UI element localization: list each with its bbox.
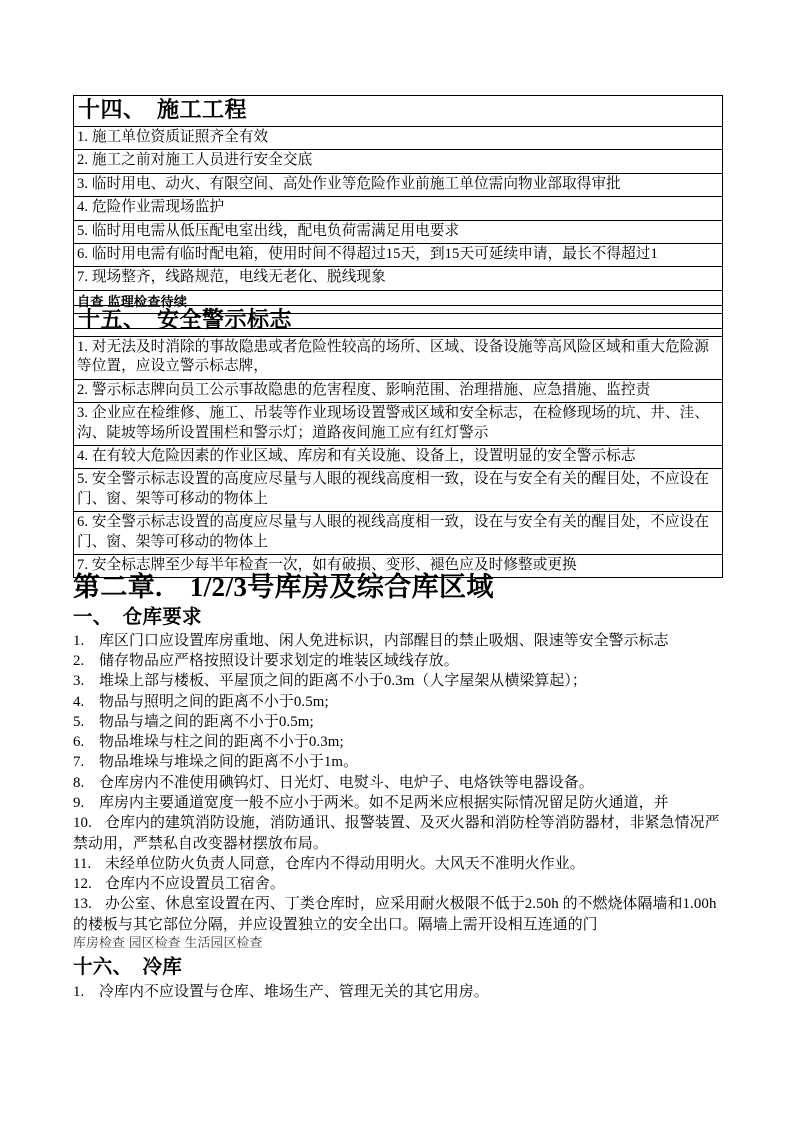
table-row — [74, 512, 723, 555]
table-row — [74, 197, 723, 220]
table-cell-construction-3: 3. 临时用电、动火、有限空间、高处作业等危险作业前施工单位需向物业部取得审批 — [74, 173, 723, 196]
table-construction-engineering — [73, 95, 723, 329]
table-cell-construction-2: 2. 施工之前对施工人员进行安全交底 — [74, 150, 723, 173]
list-item-number: 8. — [73, 774, 85, 791]
table-row — [74, 469, 723, 512]
list-item-number: 4. — [73, 693, 85, 710]
table-row — [74, 267, 723, 290]
list-item — [73, 874, 727, 894]
list-item-number: 7. — [73, 754, 85, 771]
table-safety-warning-signs — [73, 305, 723, 578]
table-row — [74, 336, 723, 379]
chapter-2-block — [73, 570, 727, 1002]
list-item-text: 物品与墙之间的距离不小于0.5m; — [99, 713, 314, 730]
table-cell-construction-note: 自查 监理检查待续 — [74, 290, 723, 314]
list-item-number: 2. — [73, 653, 85, 670]
table-row — [74, 150, 723, 173]
list-item-text: 仓库房内不准使用碘钨灯、日光灯、电熨斗、电炉子、电烙铁等电器设备。 — [99, 774, 594, 791]
table-row — [74, 220, 723, 243]
table-cell-warning-3: 3. 企业应在检维修、施工、吊装等作业现场设置警戒区域和安全标志，在检修现场的坑、井、洼、沟、陡坡等场所设置围栏和警示灯；道路夜间施工应有红灯警示 — [74, 403, 723, 446]
chapter-title: 第二章. 1/2/3号库房及综合库区域 — [73, 572, 494, 602]
list-item-text: 物品与照明之间的距离不小于0.5m; — [99, 693, 329, 710]
list-item — [73, 732, 727, 752]
list-item-number: 1. — [73, 632, 85, 649]
list-item-text: 库房内主要通道宽度一般不应小于两米。如不足两米应根据实际情况留足防火通道，并 — [99, 794, 669, 811]
table-row — [74, 243, 723, 266]
list-item-text: 未经单位防火负责人同意，仓库内不得动用明火。大风天不准明火作业。 — [105, 855, 585, 872]
list-item-number: 3. — [73, 673, 85, 690]
table-cell-warning-7: 7. 安全标志牌至少每半年检查一次，如有破损、变形、褪色应及时修整或更换 — [74, 555, 723, 578]
table-row — [74, 379, 723, 402]
list-item — [73, 692, 727, 712]
table-cell-warning-2: 2. 警示标志牌向员工公示事故隐患的危害程度、影响范围、治理措施、应急措施、监控责 — [74, 379, 723, 402]
list-item-number: 11. — [73, 855, 92, 872]
table-cell-warning-6: 6. 安全警示标志设置的高度应尽量与人眼的视线高度相一致，设在与安全有关的醒目处，不应设在门、窗、架等可移动的物体上 — [74, 512, 723, 555]
list-item — [73, 752, 727, 772]
table-heading-warning-signs: 十五、 安全警示标志 — [74, 306, 723, 337]
table-cell-construction-1: 1. 施工单位资质证照齐全有效 — [74, 126, 723, 149]
section-title-cold-storage: 十六、 冷库 — [73, 957, 183, 979]
list-item-text — [73, 813, 727, 854]
list-item — [73, 631, 727, 651]
list-item-text: 堆垛上部与楼板、平屋顶之间的距离不小于0.3m（人字屋架从横梁算起）； — [99, 673, 587, 690]
table-row — [74, 403, 723, 446]
cold-storage-list — [73, 982, 727, 1002]
list-item-number: 6. — [73, 734, 85, 751]
inspection-note: 库房检查 园区检查 生活园区检查 — [73, 934, 263, 950]
table-row — [74, 96, 723, 127]
list-item — [73, 982, 727, 1002]
list-item — [73, 854, 727, 874]
section-title-warehouse-requirements: 一、 仓库要求 — [73, 606, 202, 628]
list-item-text: 储存物品应严格按照设计要求划定的堆装区域线存放。 — [99, 653, 459, 670]
table-cell-construction-4: 4. 危险作业需现场监护 — [74, 197, 723, 220]
table-cell-warning-5: 5. 安全警示标志设置的高度应尽量与人眼的视线高度相一致，设在与安全有关的醒目处，不应设在门、窗、架等可移动的物体上 — [74, 469, 723, 512]
table-cell-warning-1: 1. 对无法及时消除的事故隐患或者危险性较高的场所、区域、设备设施等高风险区域和重大危险源等位置，应设立警示标志牌， — [74, 336, 723, 379]
table-row — [74, 445, 723, 468]
list-item — [73, 651, 727, 671]
table-row — [74, 173, 723, 196]
table-cell-construction-5: 5. 临时用电需从低压配电室出线，配电负荷需满足用电要求 — [74, 220, 723, 243]
list-item — [73, 671, 727, 691]
list-item-text: 仓库内不应设置员工宿舍。 — [105, 876, 285, 893]
table-cell-warning-4: 4. 在有较大危险因素的作业区域、库房和有关设施、设备上，设置明显的安全警示标志 — [74, 445, 723, 468]
list-item-number: 5. — [73, 713, 85, 730]
table-cell-construction-6: 6. 临时用电需有临时配电箱，使用时间不得超过15天，到15天可延续申请，最长不得超过1 — [74, 243, 723, 266]
table-cell-construction-7: 7. 现场整齐，线路规范，电线无老化、脱线现象 — [74, 267, 723, 290]
list-item-number: 9. — [73, 794, 85, 811]
list-item-text — [73, 894, 727, 935]
table-row — [74, 306, 723, 337]
list-item — [73, 793, 727, 813]
list-item-number: 13. — [73, 896, 92, 913]
list-item — [73, 813, 727, 854]
list-item-text-run: 办公室、休息室设置在丙、丁类仓库时，应采用耐火极限不低于2.50h 的不燃烧体隔墙和1.00h的楼板与其它部位分隔，并应设置独立的安全出口。隔墙上需开设相互连通的门 — [73, 896, 717, 933]
list-item — [73, 894, 727, 935]
list-item-number: 12. — [73, 876, 92, 893]
list-item-number: 1. — [73, 983, 85, 1000]
list-item-text: 物品堆垛与堆垛之间的距离不小于1m。 — [99, 754, 359, 771]
table-heading-construction: 十四、 施工工程 — [74, 96, 723, 127]
list-item — [73, 712, 727, 732]
list-item-text: 冷库内不应设置与仓库、堆场生产、管理无关的其它用房。 — [99, 983, 489, 1000]
list-item — [73, 773, 727, 793]
list-item-text: 物品堆垛与柱之间的距离不小于0.3m; — [99, 734, 344, 751]
warehouse-requirements-list — [73, 631, 727, 935]
list-item-number: 10. — [73, 815, 92, 832]
table-row — [74, 126, 723, 149]
list-item-text-run: 仓库内的建筑消防设施，消防通讯、报警装置、及灭火器和消防栓等消防器材，非紧急情况严禁动用，严禁私自改变器材摆放布局。 — [73, 815, 720, 852]
list-item-text: 库区门口应设置库房重地、闲人免进标识，内部醒目的禁止吸烟、限速等安全警示标志 — [99, 632, 669, 649]
